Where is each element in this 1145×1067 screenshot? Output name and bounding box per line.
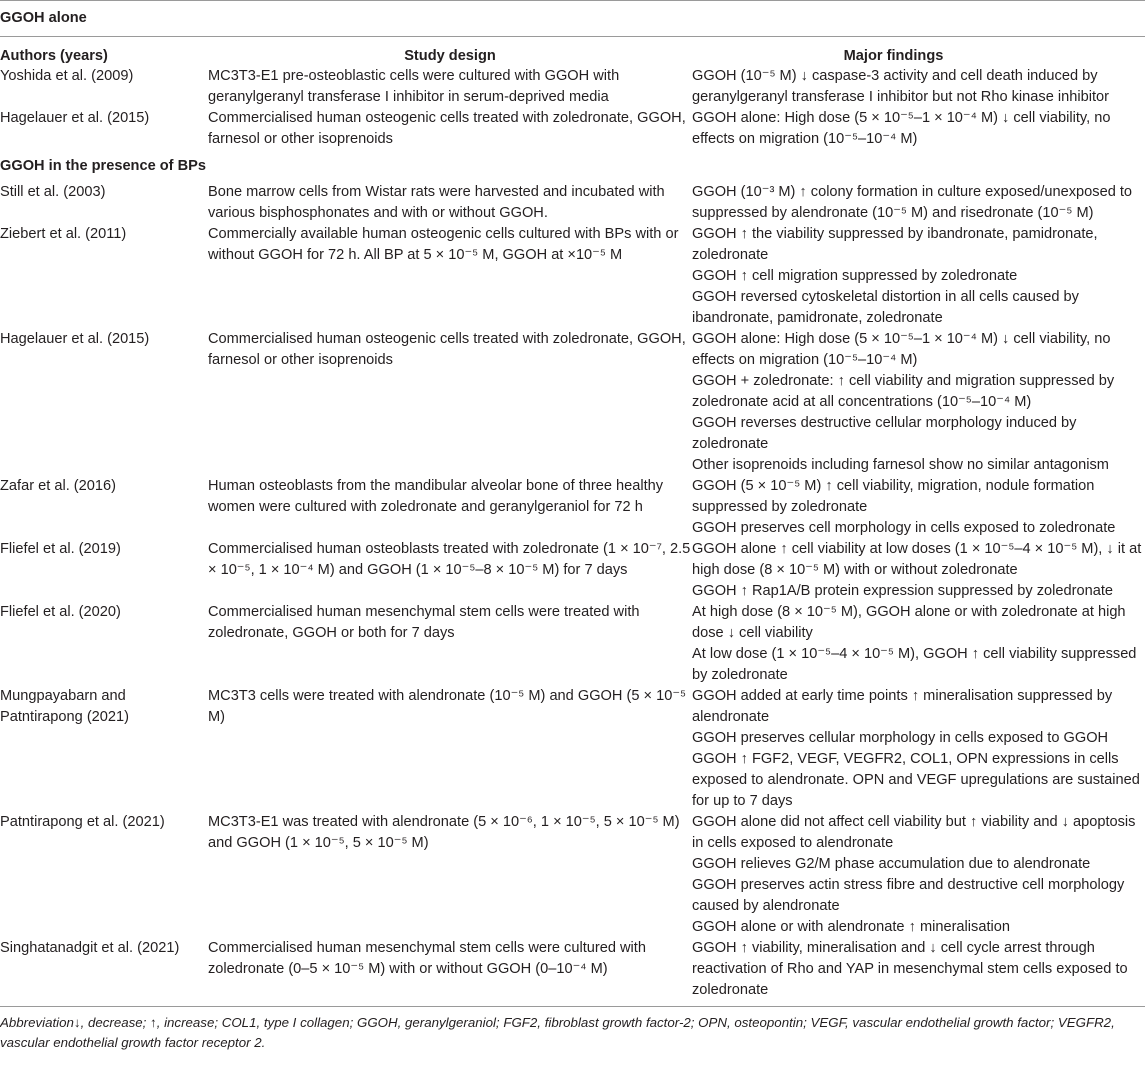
cell-findings xyxy=(692,938,1145,1001)
column-header-design: Study design xyxy=(404,48,496,64)
cell-design: MC3T3 cells were treated with alendronate (10⁻⁵ M) and GGOH (5 × 10⁻⁵ M) xyxy=(208,688,687,725)
cell-design: Human osteoblasts from the mandibular alveolar bone of three healthy women were cultured with zoledronate and geranylgeraniol for 72 h xyxy=(208,478,664,515)
table-row xyxy=(0,539,1145,602)
cell-design: Commercialised human mesenchymal stem cells were cultured with zoledronate (0–5 × 10⁻⁵ M) with or without GGOH (0–10⁻⁴ M) xyxy=(208,940,646,977)
cell-author: Zafar et al. (2016) xyxy=(0,478,116,494)
table-row xyxy=(0,938,1145,1001)
cell-author: Fliefel et al. (2020) xyxy=(0,604,121,620)
cell-author: Hagelauer et al. (2015) xyxy=(0,331,150,347)
rows-ggoh-alone xyxy=(0,66,1145,150)
cell-author: Mungpayabarn and Patntirapong (2021) xyxy=(0,688,129,725)
finding-item: GGOH reversed cytoskeletal distortion in all cells caused by ibandronate, pamidronate, zoledronate xyxy=(692,289,1079,326)
finding-item: GGOH relieves G2/M phase accumulation due to alendronate xyxy=(692,856,1091,872)
finding-item: GGOH alone: High dose (5 × 10⁻⁵–1 × 10⁻⁴ M) ↓ cell viability, no effects on migration (10⁻⁵–10⁻⁴ M) xyxy=(692,331,1111,368)
cell-findings xyxy=(692,224,1145,329)
finding-item: GGOH ↑ FGF2, VEGF, VEGFR2, COL1, OPN expressions in cells exposed to alendronate. OPN and VEGF upregulations are sustained for up to 7 days xyxy=(692,751,1140,809)
cell-author: Yoshida et al. (2009) xyxy=(0,68,134,84)
cell-design: Commercialised human mesenchymal stem cells were treated with zoledronate, GGOH or both for 7 days xyxy=(208,604,640,641)
table-row xyxy=(0,66,1145,108)
finding-item: GGOH (10⁻³ M) ↑ colony formation in culture exposed/unexposed to suppressed by alendronate (10⁻⁵ M) and risedronate (10⁻⁵ M) xyxy=(692,184,1133,221)
finding-item: GGOH ↑ cell migration suppressed by zoledronate xyxy=(692,268,1018,284)
rows-ggoh-bps xyxy=(0,182,1145,1007)
table-row xyxy=(0,812,1145,938)
finding-item: GGOH added at early time points ↑ mineralisation suppressed by alendronate xyxy=(692,688,1113,725)
table-row xyxy=(0,182,1145,224)
cell-author: Hagelauer et al. (2015) xyxy=(0,110,150,126)
cell-author: Singhatanadgit et al. (2021) xyxy=(0,940,180,956)
finding-item: GGOH preserves cell morphology in cells exposed to zoledronate xyxy=(692,520,1116,536)
finding-item: GGOH ↑ the viability suppressed by ibandronate, pamidronate, zoledronate xyxy=(692,226,1098,263)
cell-design: Commercially available human osteogenic cells cultured with BPs with or without GGOH for 72 h. All BP at 5 × 10⁻⁵ M, GGOH at ×10⁻⁵ M xyxy=(208,226,679,263)
finding-item: GGOH reverses destructive cellular morphology induced by zoledronate xyxy=(692,415,1077,452)
table-row xyxy=(0,602,1145,686)
finding-item: GGOH + zoledronate: ↑ cell viability and migration suppressed by zoledronate acid at all concentrations (10⁻⁵–10⁻⁴ M) xyxy=(692,373,1115,410)
cell-findings xyxy=(692,476,1145,539)
cell-design: MC3T3-E1 was treated with alendronate (5 × 10⁻⁶, 1 × 10⁻⁵, 5 × 10⁻⁵ M) and GGOH (1 × 10⁻⁵, 5 × 10⁻⁵ M) xyxy=(208,814,680,851)
finding-item: GGOH alone ↑ cell viability at low doses (1 × 10⁻⁵–4 × 10⁻⁵ M), ↓ it at high dose (8 × 10⁻⁵ M) with or without zoledronate xyxy=(692,541,1142,578)
finding-item: GGOH preserves cellular morphology in cells exposed to GGOH xyxy=(692,730,1109,746)
section-title-ggoh-bps: GGOH in the presence of BPs xyxy=(0,158,206,174)
finding-item: At low dose (1 × 10⁻⁵–4 × 10⁻⁵ M), GGOH ↑ cell viability suppressed by zoledronate xyxy=(692,646,1137,683)
finding-item: GGOH alone: High dose (5 × 10⁻⁵–1 × 10⁻⁴ M) ↓ cell viability, no effects on migration (10⁻⁵–10⁻⁴ M) xyxy=(692,110,1111,147)
cell-design: Commercialised human osteogenic cells treated with zoledronate, GGOH, farnesol or other isoprenoids xyxy=(208,331,686,368)
finding-item: GGOH alone or with alendronate ↑ mineralisation xyxy=(692,919,1010,935)
table-row xyxy=(0,329,1145,476)
table-row xyxy=(0,686,1145,812)
cell-design: Bone marrow cells from Wistar rats were harvested and incubated with various bisphosphonates and with or without GGOH. xyxy=(208,184,665,221)
cell-findings xyxy=(692,539,1145,602)
finding-item: GGOH ↑ viability, mineralisation and ↓ cell cycle arrest through reactivation of Rho and YAP in mesenchymal stem cells exposed to zoledronate xyxy=(692,940,1128,998)
table-row xyxy=(0,108,1145,150)
cell-author: Fliefel et al. (2019) xyxy=(0,541,121,557)
cell-design: Commercialised human osteogenic cells treated with zoledronate, GGOH, farnesol or other isoprenoids xyxy=(208,110,686,147)
cell-design: MC3T3-E1 pre-osteoblastic cells were cultured with GGOH with geranylgeranyl transferase I inhibitor in serum-deprived media xyxy=(208,68,620,105)
cell-findings xyxy=(692,329,1145,476)
column-header-authors: Authors (years) xyxy=(0,48,108,64)
footnote: Abbreviation↓, decrease; ↑, increase; COL1, type I collagen; GGOH, geranylgeraniol; FGF2, fibroblast growth factor-2; OPN, osteopontin; VEGF, vascular endothelial growth factor; VEGFR2, vascular endothelial growth factor receptor 2. xyxy=(0,1015,1115,1050)
column-header-findings: Major findings xyxy=(843,48,944,64)
finding-item: GGOH ↑ Rap1A/B protein expression suppressed by zoledronate xyxy=(692,583,1114,599)
cell-findings xyxy=(692,602,1145,686)
cell-design: Commercialised human osteoblasts treated with zoledronate (1 × 10⁻⁷, 2.5 × 10⁻⁵, 1 × 10⁻⁴ M) and GGOH (1 × 10⁻⁵–8 × 10⁻⁵ M) for 7 days xyxy=(208,541,691,578)
section-title-ggoh-alone: GGOH alone xyxy=(0,0,1145,37)
cell-findings xyxy=(692,66,1145,108)
finding-item: GGOH (10⁻⁵ M) ↓ caspase-3 activity and cell death induced by geranylgeranyl transferase I inhibitor but not Rho kinase inhibitor xyxy=(692,68,1109,105)
cell-findings xyxy=(692,812,1145,938)
finding-item: At high dose (8 × 10⁻⁵ M), GGOH alone or with zoledronate at high dose ↓ cell viability xyxy=(692,604,1126,641)
cell-author: Still et al. (2003) xyxy=(0,184,106,200)
column-headers xyxy=(0,37,1145,66)
cell-findings xyxy=(692,108,1145,150)
cell-author: Patntirapong et al. (2021) xyxy=(0,814,165,830)
table-row xyxy=(0,476,1145,539)
finding-item: Other isoprenoids including farnesol show no similar antagonism xyxy=(692,457,1109,473)
cell-findings xyxy=(692,182,1145,224)
finding-item: GGOH (5 × 10⁻⁵ M) ↑ cell viability, migration, nodule formation suppressed by zoledronate xyxy=(692,478,1095,515)
cell-author: Ziebert et al. (2011) xyxy=(0,226,127,242)
cell-findings xyxy=(692,686,1145,812)
table-row xyxy=(0,224,1145,329)
finding-item: GGOH alone did not affect cell viability but ↑ viability and ↓ apoptosis in cells exposed to alendronate xyxy=(692,814,1136,851)
finding-item: GGOH preserves actin stress fibre and destructive cell morphology caused by alendronate xyxy=(692,877,1125,914)
